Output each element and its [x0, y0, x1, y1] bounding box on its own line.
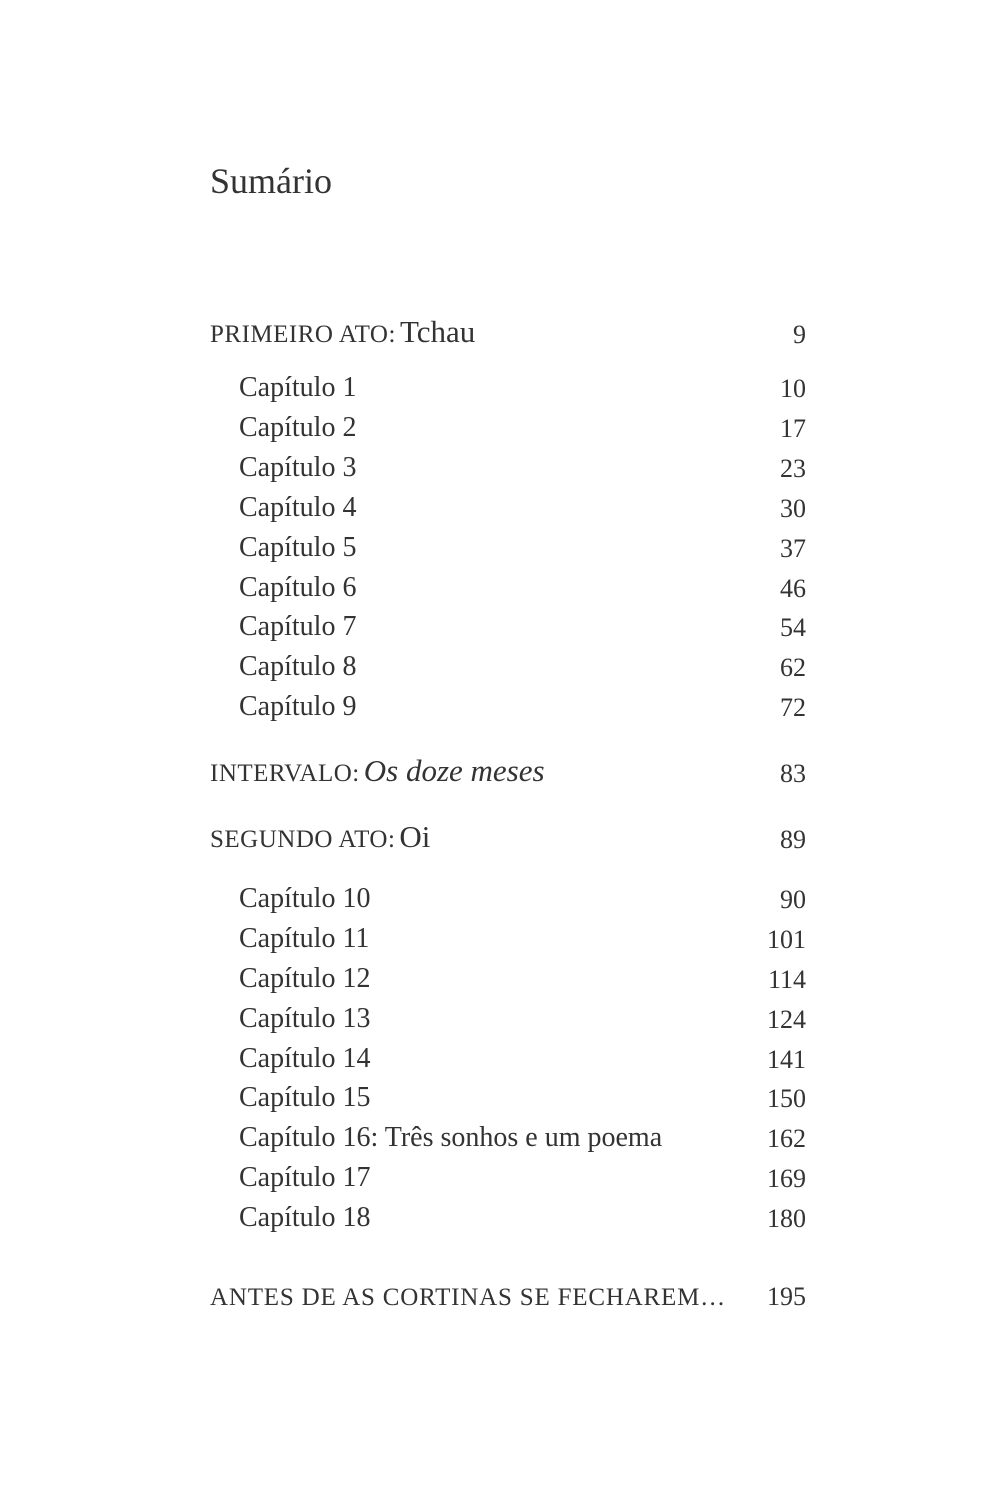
toc-chapter-15[interactable]: [0, 1082, 988, 1122]
part-prefix: INTERVALO:: [210, 760, 360, 787]
page-number: 37: [780, 534, 806, 563]
page-number: 150: [767, 1084, 806, 1113]
page-number: 62: [780, 653, 806, 682]
toc-chapter-16[interactable]: [0, 1122, 988, 1162]
page-number: 114: [767, 965, 806, 994]
page-number: 9: [793, 320, 806, 349]
toc-part-label: [210, 753, 545, 789]
toc-chapter-18[interactable]: [0, 1202, 988, 1242]
part-prefix: PRIMEIRO ATO:: [210, 321, 396, 348]
page-number: 10: [780, 374, 806, 403]
part-title: Oi: [399, 819, 431, 854]
toc-closing[interactable]: [0, 1280, 988, 1320]
toc-part-primeiro-ato[interactable]: [0, 314, 988, 358]
toc-chapter-13[interactable]: [0, 1003, 988, 1043]
page-title: Sumário: [210, 161, 332, 201]
chapter-label: Capítulo 2: [239, 412, 357, 443]
chapter-label: Capítulo 14: [239, 1043, 371, 1074]
chapter-label: Capítulo 1: [239, 372, 357, 403]
page-number: 101: [767, 925, 806, 954]
chapter-label: Capítulo 9: [239, 691, 357, 722]
toc-chapter-10[interactable]: [0, 883, 988, 923]
chapter-label: Capítulo 8: [239, 651, 357, 682]
toc-chapter-3[interactable]: [0, 452, 988, 492]
page-number: 89: [780, 825, 806, 854]
toc-part-segundo-ato[interactable]: [0, 819, 988, 863]
toc-chapter-6[interactable]: [0, 572, 988, 612]
toc-chapter-2[interactable]: [0, 412, 988, 452]
page-number: 162: [767, 1124, 806, 1153]
page-number: 54: [780, 613, 806, 642]
page-number: 72: [780, 693, 806, 722]
page-number: 180: [767, 1204, 806, 1233]
chapter-label: Capítulo 4: [239, 492, 357, 523]
page-number: 17: [780, 414, 806, 443]
chapter-label: Capítulo 3: [239, 452, 357, 483]
toc-chapter-17[interactable]: [0, 1162, 988, 1202]
page-number: 141: [767, 1045, 806, 1074]
toc-chapter-1[interactable]: [0, 372, 988, 412]
toc-chapter-12[interactable]: [0, 963, 988, 1003]
chapter-label: Capítulo 6: [239, 572, 357, 603]
page-number: 169: [767, 1164, 806, 1193]
page-number: 90: [780, 885, 806, 914]
chapter-label: Capítulo 5: [239, 532, 357, 563]
toc-part-label: [210, 314, 475, 350]
chapter-label: Capítulo 18: [239, 1202, 371, 1233]
chapter-label: Capítulo 11: [239, 923, 370, 954]
chapter-label: Capítulo 17: [239, 1162, 371, 1193]
page-number: 124: [767, 1005, 806, 1034]
part-title: Os doze meses: [363, 753, 545, 788]
toc-chapter-9[interactable]: [0, 691, 988, 731]
page-number: 195: [767, 1282, 806, 1311]
chapter-label: Capítulo 16: Três sonhos e um poema: [239, 1122, 663, 1153]
toc-chapter-8[interactable]: [0, 651, 988, 691]
chapter-label: Capítulo 13: [239, 1003, 371, 1034]
chapter-label: Capítulo 15: [239, 1082, 371, 1113]
toc-chapter-4[interactable]: [0, 492, 988, 532]
chapter-label: Capítulo 12: [239, 963, 371, 994]
closing-label: ANTES DE AS CORTINAS SE FECHAREM…: [210, 1284, 726, 1311]
toc-part-intervalo[interactable]: [0, 753, 988, 797]
page-number: 83: [780, 759, 806, 788]
part-prefix: SEGUNDO ATO:: [210, 826, 396, 853]
chapter-label: Capítulo 10: [239, 883, 371, 914]
part-title: Tchau: [399, 314, 476, 349]
page-number: 46: [780, 574, 806, 603]
page-number: 30: [780, 494, 806, 523]
toc-chapter-7[interactable]: [0, 611, 988, 651]
chapter-label: Capítulo 7: [239, 611, 357, 642]
toc-chapter-5[interactable]: [0, 532, 988, 572]
page-number: 23: [780, 454, 806, 483]
toc-part-label: [210, 819, 430, 855]
toc-chapter-11[interactable]: [0, 923, 988, 963]
toc-chapter-14[interactable]: [0, 1043, 988, 1083]
